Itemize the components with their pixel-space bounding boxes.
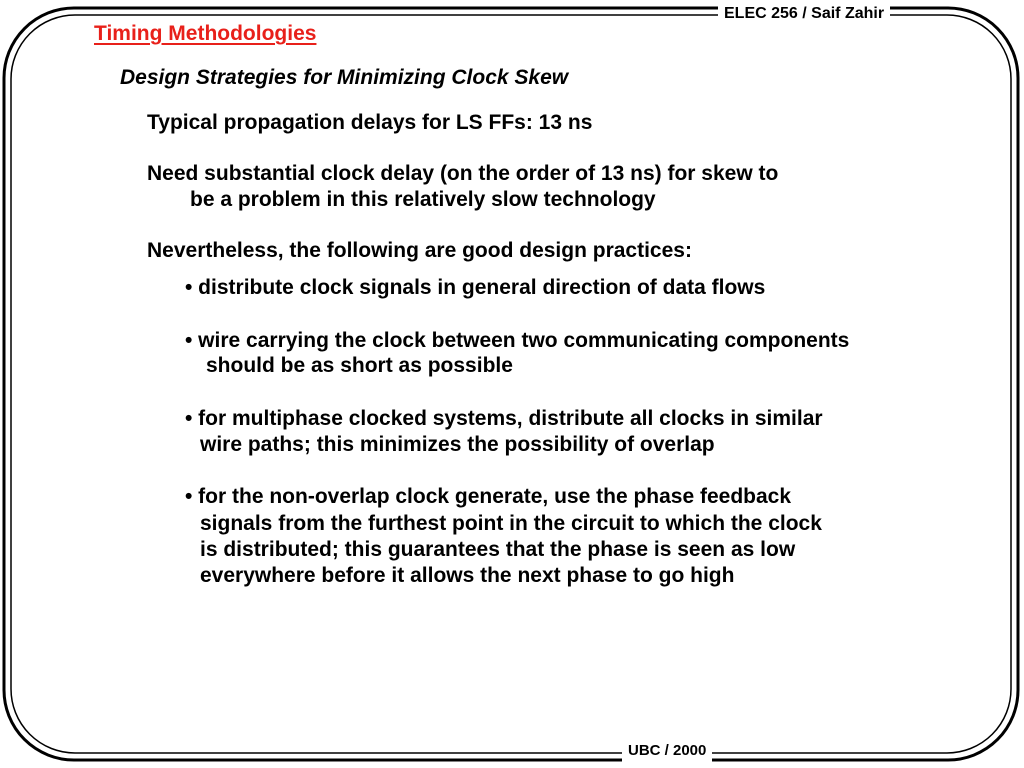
bullet-4-line-1: • for the non-overlap clock generate, use the phase feedback bbox=[185, 485, 792, 508]
bullet-3-line-1: • for multiphase clocked systems, distribute all clocks in similar bbox=[185, 407, 823, 430]
footer-label: UBC / 2000 bbox=[622, 740, 712, 762]
bullet-4-line-3: is distributed; this guarantees that the phase is seen as low bbox=[200, 538, 796, 561]
paragraph-clock-delay-line-2: be a problem in this relatively slow technology bbox=[190, 188, 656, 211]
bullet-2-line-1: • wire carrying the clock between two communicating components bbox=[185, 329, 850, 352]
bullet-1-line-1: • distribute clock signals in general direction of data flows bbox=[185, 276, 766, 299]
bullet-4-line-4: everywhere before it allows the next phase to go high bbox=[200, 564, 735, 587]
bullet-2-line-2: should be as short as possible bbox=[206, 354, 513, 377]
paragraph-good-practices: Nevertheless, the following are good design practices: bbox=[147, 239, 692, 262]
paragraph-propagation-delay: Typical propagation delays for LS FFs: 13 ns bbox=[147, 111, 593, 134]
bullet-3-line-2: wire paths; this minimizes the possibility of overlap bbox=[200, 433, 715, 456]
bullet-4-line-2: signals from the furthest point in the circuit to which the clock bbox=[200, 512, 822, 535]
paragraph-clock-delay-line-1: Need substantial clock delay (on the order of 13 ns) for skew to bbox=[147, 162, 779, 185]
slide-title: Timing Methodologies bbox=[94, 22, 317, 45]
course-header: ELEC 256 / Saif Zahir bbox=[718, 3, 890, 25]
slide-subtitle: Design Strategies for Minimizing Clock Skew bbox=[120, 66, 569, 89]
